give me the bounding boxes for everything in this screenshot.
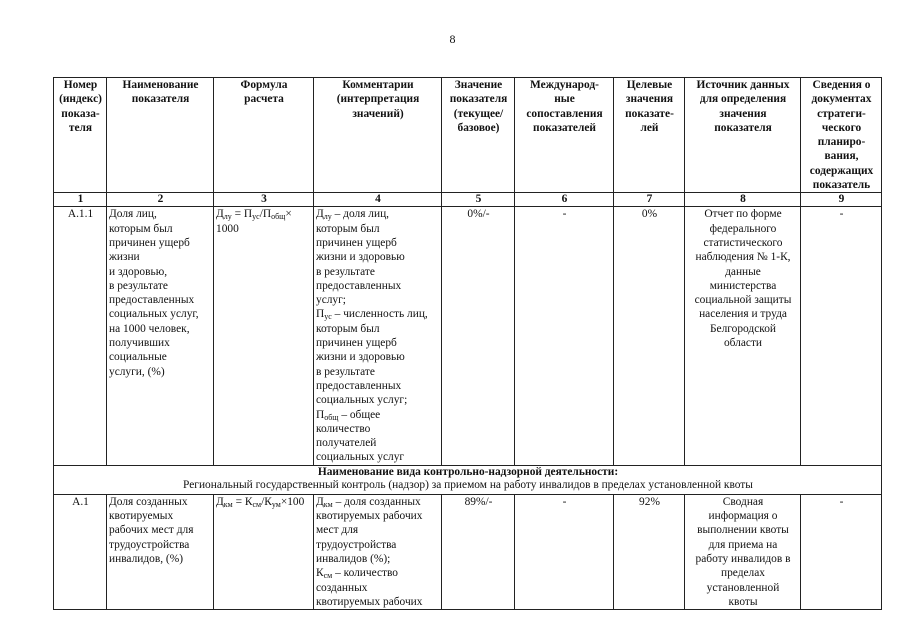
formula-subscript: см	[252, 499, 262, 509]
header-cell-international: Международ- ные сопоставления показателей	[515, 78, 614, 193]
column-number: 1	[54, 193, 107, 207]
page-number: 8	[449, 32, 456, 46]
formula-subscript: лу	[223, 212, 232, 222]
formula-part: = К	[232, 495, 253, 508]
comment-symbol: К	[316, 567, 324, 580]
formula-part: = П	[231, 208, 253, 221]
formula-part: /П	[259, 208, 272, 221]
comment-subscript: лу	[323, 212, 332, 222]
indicators-table	[53, 77, 882, 610]
column-number: 2	[107, 193, 214, 207]
column-number: 4	[314, 193, 442, 207]
header-cell-formula: Формула расчета	[214, 78, 314, 193]
table-header-row	[54, 78, 882, 193]
indicator-value: 89%/-	[442, 494, 515, 609]
column-number: 7	[614, 193, 685, 207]
comment-subscript: см	[323, 571, 333, 581]
indicator-formula	[214, 207, 314, 465]
column-number: 6	[515, 193, 614, 207]
indicator-source: Отчет по форме федерального статистического наблюдения № 1-К, данные министерства социальной защиты населения и труда Белгородской области	[685, 207, 801, 465]
comment-text: – доля лиц, которым был причинен ущерб жизни и здоровью в результате предоставленных услуг;	[316, 208, 405, 307]
indicator-comment	[314, 207, 442, 465]
comment-subscript: общ	[324, 412, 339, 422]
indicator-name: Доля созданных квотируемых рабочих мест для трудоустройства инвалидов, (%)	[107, 494, 214, 609]
comment-text: – численность лиц, которым был причинен ущерб жизни и здоровью в результате предоставленных социальных услуг;	[316, 308, 428, 407]
comment-symbol: П	[316, 308, 325, 321]
indicator-index: А.1.1	[54, 207, 107, 465]
formula-subscript: общ	[271, 212, 286, 222]
header-cell-index: Номер (индекс) показа- теля	[54, 78, 107, 193]
header-cell-value: Значение показателя (текущее/ базовое)	[442, 78, 515, 193]
indicator-documents: -	[801, 207, 882, 465]
section-subtitle: Региональный государственный контроль (надзор) за приемом на работу инвалидов в пределах установленной квоты	[183, 479, 753, 492]
column-number: 9	[801, 193, 882, 207]
comment-text: – общее количество получателей социальных услуг	[316, 408, 405, 464]
indicator-international: -	[515, 494, 614, 609]
indicator-comment	[314, 494, 442, 609]
formula-part: /К	[261, 495, 272, 508]
indicator-target: 92%	[614, 494, 685, 609]
column-number-row	[54, 193, 882, 207]
comment-text: – доля созданных квотируемых рабочих мест для трудоустройства инвалидов (%);	[316, 495, 423, 565]
indicator-value: 0%/-	[442, 207, 515, 465]
formula-part: × 1000	[216, 208, 292, 235]
column-number: 8	[685, 193, 801, 207]
table-row	[54, 494, 882, 609]
column-number: 5	[442, 193, 515, 207]
indicator-name: Доля лиц, которым был причинен ущерб жизни и здоровью, в результате предоставленных социальных услуг, на 1000 человек, получивших социальные услуги, (%)	[107, 207, 214, 465]
section-cell	[54, 465, 882, 494]
indicator-source: Сводная информация о выполнении квоты для приема на работу инвалидов в пределах установленной квоты	[685, 494, 801, 609]
header-cell-documents: Сведения о документах стратеги- ческого планиро- вания, содержащих показатель	[801, 78, 882, 193]
indicator-international: -	[515, 207, 614, 465]
section-row	[54, 465, 882, 494]
header-cell-comments: Комментарии (интерпретация значений)	[314, 78, 442, 193]
formula-part: ×100	[280, 495, 305, 508]
header-cell-target: Целевые значения показате- лей	[614, 78, 685, 193]
indicator-formula	[214, 494, 314, 609]
comment-symbol: Д	[316, 495, 324, 508]
table-row	[54, 207, 882, 465]
comment-symbol: Д	[316, 208, 324, 221]
formula-part: Д	[216, 495, 224, 508]
section-title: Наименование вида контрольно-надзорной деятельности:	[317, 465, 619, 478]
formula-subscript: ус	[252, 212, 260, 222]
formula-subscript: км	[223, 499, 233, 509]
comment-symbol: П	[316, 408, 325, 421]
comment-text: – количество созданных квотируемых рабочих	[316, 567, 423, 608]
column-number: 3	[214, 193, 314, 207]
formula-part: Д	[216, 208, 224, 221]
indicator-target: 0%	[614, 207, 685, 465]
comment-subscript: км	[323, 499, 333, 509]
header-cell-name: Наименование показателя	[107, 78, 214, 193]
indicator-documents: -	[801, 494, 882, 609]
indicator-index: А.1	[54, 494, 107, 609]
formula-subscript: ум	[271, 499, 281, 509]
comment-subscript: ус	[324, 312, 332, 322]
header-cell-source: Источник данных для определения значения показателя	[685, 78, 801, 193]
